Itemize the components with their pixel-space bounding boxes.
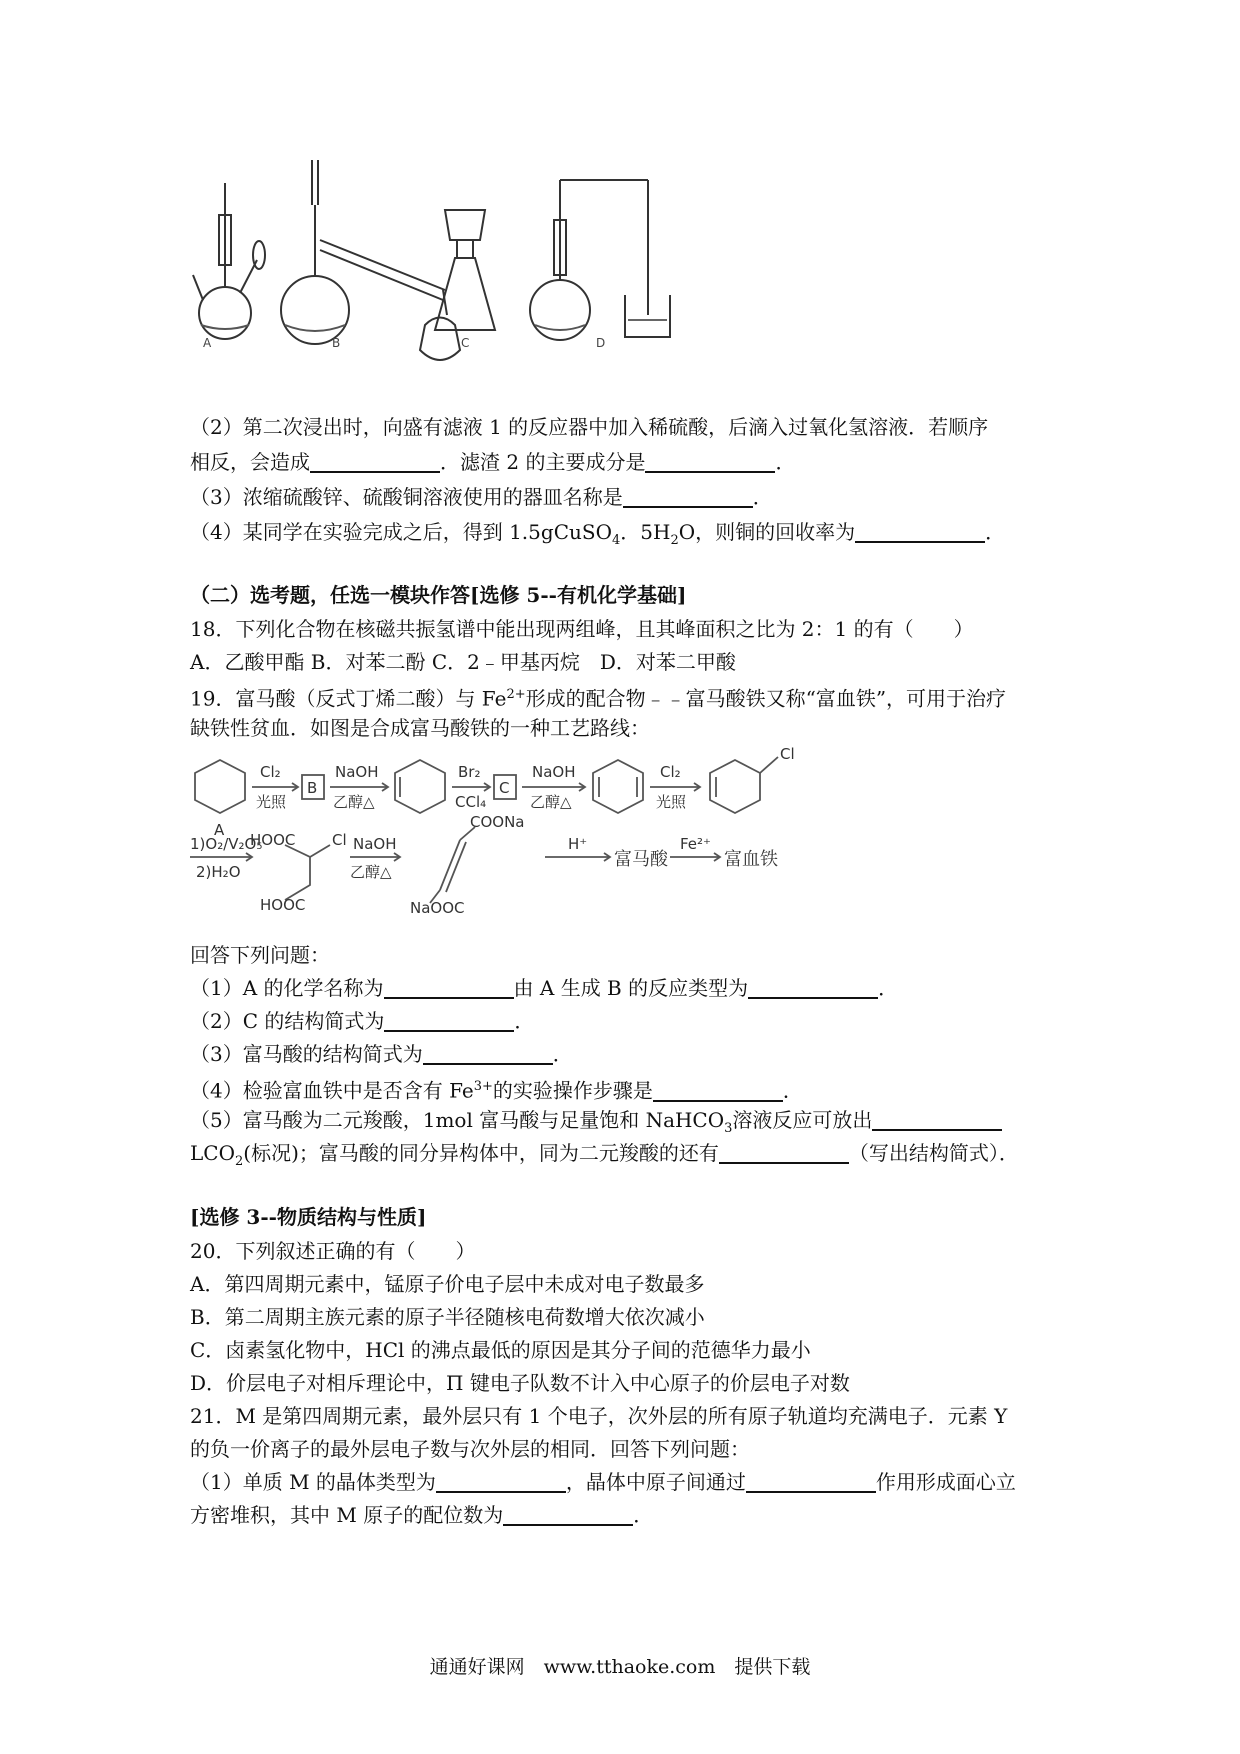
answer-blank[interactable]: [310, 449, 440, 473]
svg-text:B: B: [332, 336, 341, 350]
q17-part2-line1: （2）第二次浸出时，向盛有滤液 1 的反应器中加入稀硫酸，后滴入过氧化氢溶液．若顺序: [190, 415, 989, 439]
q20-option-d: D．价层电子对相斥理论中，Π 键电子队数不计入中心原子的价层电子对数: [190, 1371, 850, 1395]
svg-text:1)O₂/V₂O₅: 1)O₂/V₂O₅: [190, 835, 263, 853]
svg-text:Br₂: Br₂: [458, 763, 481, 781]
svg-text:乙醇△: 乙醇△: [350, 863, 392, 881]
svg-text:NaOH: NaOH: [532, 763, 576, 781]
q19-part5-line2: $LCO_2$(标况)；富马酸的同分异构体中，同为二元羧酸的还有 （写出结构简式）．: [190, 1141, 1019, 1169]
answer-blank[interactable]: [436, 1469, 566, 1493]
answer-blank[interactable]: [384, 975, 514, 999]
q20-option-c: C．卤素氢化物中，HCl 的沸点最低的原因是其分子间的范德华力最小: [190, 1338, 811, 1362]
svg-text:Cl: Cl: [332, 831, 347, 849]
svg-text:NaOOC: NaOOC: [410, 899, 465, 917]
answer-blank[interactable]: [719, 1140, 849, 1164]
svg-text:光照: 光照: [256, 793, 287, 811]
apparatus-figure: [185, 155, 720, 395]
svg-text:A: A: [203, 336, 212, 350]
svg-text:HOOC: HOOC: [260, 896, 306, 914]
answer-blank[interactable]: [653, 1078, 783, 1102]
svg-text:D: D: [596, 336, 606, 350]
svg-text:乙醇△: 乙醇△: [333, 793, 375, 811]
svg-text:H⁺: H⁺: [568, 835, 588, 853]
answer-blank[interactable]: [855, 519, 985, 543]
svg-text:C: C: [461, 336, 470, 350]
q19-part4: （4）检验富血铁中是否含有 $Fe^{3+}$的实验操作步骤是 ．: [190, 1078, 803, 1103]
svg-text:富马酸: 富马酸: [614, 849, 668, 870]
svg-text:COONa: COONa: [470, 813, 525, 831]
section3-heading: [选修 3--物质结构与性质]: [190, 1205, 427, 1229]
answer-blank[interactable]: [746, 1469, 876, 1493]
answer-blank[interactable]: [623, 484, 753, 508]
svg-text:Cl: Cl: [780, 745, 795, 763]
q18-stem: 18．下列化合物在核磁共振氢谱中能出现两组峰，且其峰面积之比为 2：1 的有（ ）: [190, 617, 974, 641]
q20-stem: 20．下列叙述正确的有（ ）: [190, 1239, 476, 1263]
answer-blank[interactable]: [748, 975, 878, 999]
svg-text:NaOH: NaOH: [353, 835, 397, 853]
svg-text:Fe²⁺: Fe²⁺: [680, 835, 711, 853]
svg-text:Cl₂: Cl₂: [260, 763, 281, 781]
svg-text:B: B: [307, 779, 318, 797]
svg-text:HOOC: HOOC: [250, 831, 296, 849]
svg-text:C: C: [499, 779, 510, 797]
page-footer: 通通好课网 www.tthaoke.com 提供下载: [429, 1656, 811, 1678]
answer-blank[interactable]: [503, 1502, 633, 1526]
answer-blank[interactable]: [423, 1041, 553, 1065]
svg-text:2)H₂O: 2)H₂O: [196, 863, 241, 881]
svg-text:光照: 光照: [656, 793, 687, 811]
q19-part3: （3）富马酸的结构简式为 ．: [190, 1042, 573, 1066]
q17-part3: （3）浓缩硫酸锌、硫酸铜溶液使用的器皿名称是 ．: [190, 485, 773, 509]
svg-text:NaOH: NaOH: [335, 763, 379, 781]
q20-option-a: A．第四周期元素中，锰原子价电子层中未成对电子数最多: [190, 1272, 705, 1296]
svg-text:乙醇△: 乙醇△: [530, 793, 572, 811]
q21-part1-line1: （1）单质 M 的晶体类型为 ，晶体中原子间通过 作用形成面心立: [190, 1470, 1016, 1494]
svg-text:富血铁: 富血铁: [724, 849, 778, 870]
answer-intro: 回答下列问题：: [190, 943, 330, 967]
q19-line1: 19．富马酸（反式丁烯二酸）与 $Fe^{2+}$形成的配合物﹣﹣富马酸铁又称“富血铁”，可用于治疗: [190, 686, 1007, 711]
q18-options: A．乙酸甲酯 B．对苯二酚 C．2﹣甲基丙烷 D．对苯二甲酸: [190, 650, 736, 674]
svg-text:Cl₂: Cl₂: [660, 763, 681, 781]
q17-part2-line2: 相反，会造成 ．滤渣 2 的主要成分是 ．: [190, 450, 796, 474]
q19-line2: 缺铁性贫血．如图是合成富马酸铁的一种工艺路线：: [190, 716, 650, 740]
q20-option-b: B．第二周期主族元素的原子半径随核电荷数增大依次减小: [190, 1305, 705, 1329]
q19-part5-line1: （5）富马酸为二元羧酸，1mol 富马酸与足量饱和 NaHCO$_3$溶液反应可放出: [190, 1105, 1002, 1144]
svg-text:A: A: [214, 821, 225, 839]
section5-heading: （二）选考题，任选一模块作答[选修 5--有机化学基础]: [190, 583, 687, 607]
svg-text:CCl₄: CCl₄: [455, 793, 487, 811]
answer-blank[interactable]: [872, 1107, 1002, 1131]
answer-blank[interactable]: [645, 449, 775, 473]
q21-line2: 的负一价离子的最外层电子数与次外层的相同．回答下列问题：: [190, 1437, 750, 1461]
q19-part1: （1）A 的化学名称为 由 A 生成 B 的反应类型为 ．: [190, 976, 899, 1000]
q19-part2: （2）C 的结构简式为 ．: [190, 1009, 535, 1033]
synthesis-route-figure: [190, 745, 890, 945]
answer-blank[interactable]: [384, 1008, 514, 1032]
q21-part1-line2: 方密堆积，其中 M 原子的配位数为 ．: [190, 1503, 654, 1527]
q17-part4: （4）某同学在实验完成之后，得到 1.5gCuSO$_4$．$5H_2O$，则铜的回收率为 ．: [190, 520, 1006, 548]
q21-line1: 21．M 是第四周期元素，最外层只有 1 个电子，次外层的所有原子轨道均充满电子．元素 Y: [190, 1404, 1008, 1428]
